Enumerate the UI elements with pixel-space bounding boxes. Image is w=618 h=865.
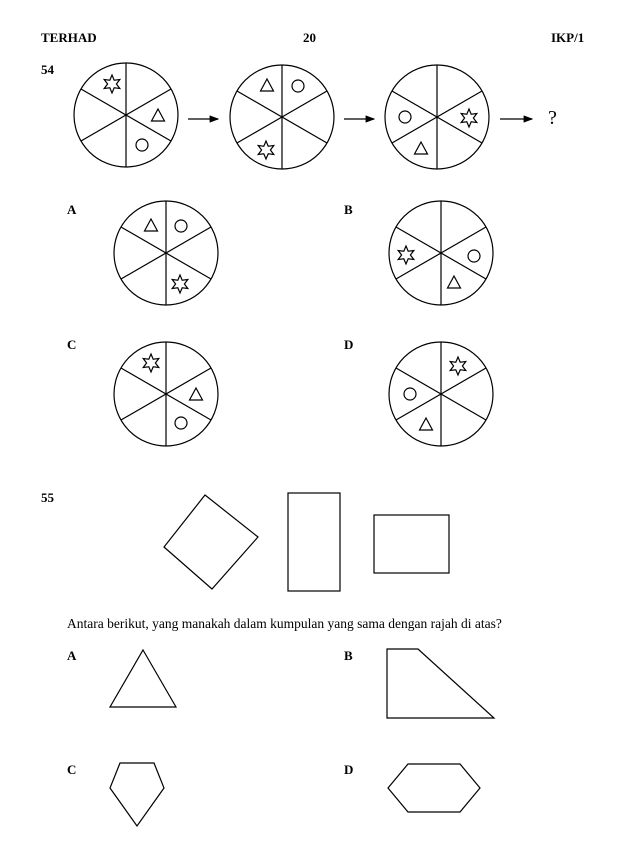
q55-option-d-label[interactable]: D [344, 762, 354, 777]
page-number: 20 [303, 30, 316, 45]
wide-rectangle [374, 515, 449, 573]
rotated-square [164, 495, 258, 589]
q55-option-d-hexagon[interactable] [388, 764, 480, 812]
q55-option-c-label[interactable]: C [67, 762, 77, 777]
question-54-number: 54 [41, 62, 54, 77]
q54-option-a-label[interactable]: A [67, 202, 77, 217]
q54-option-d-label[interactable]: D [344, 337, 354, 352]
q54-option-b-label[interactable]: B [344, 202, 353, 217]
question-55-text: Antara berikut, yang manakah dalam kumpulan yang sama dengan rajah di atas? [67, 616, 502, 631]
q55-option-b-trapezium[interactable] [387, 649, 494, 718]
q55-option-b-label[interactable]: B [344, 648, 353, 663]
header-left: TERHAD [41, 30, 97, 45]
q55-option-a-triangle[interactable] [110, 650, 176, 707]
question-55-number: 55 [41, 490, 54, 505]
q55-option-a-label[interactable]: A [67, 648, 77, 663]
header-right: IKP/1 [551, 30, 585, 45]
tall-rectangle [288, 493, 340, 591]
question-mark: ? [548, 107, 557, 129]
q54-option-c-label[interactable]: C [67, 337, 77, 352]
q55-option-c-pentagon[interactable] [110, 763, 164, 826]
